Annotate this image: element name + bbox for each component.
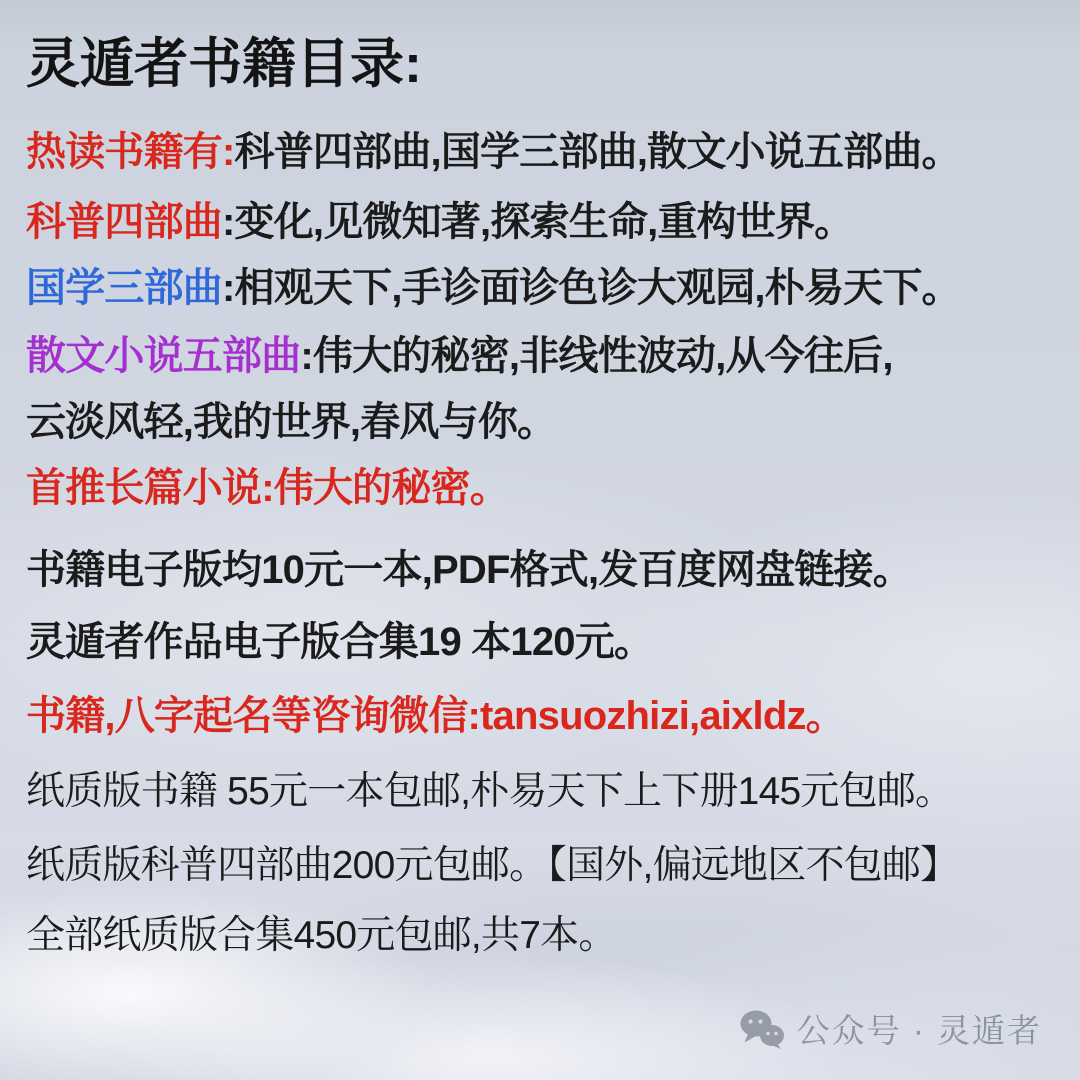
recommended-novel-text: 首推长篇小说:伟大的秘密。: [26, 466, 509, 510]
hot-books-label: 热读书籍有:: [26, 130, 235, 174]
wechat-icon: [739, 1009, 785, 1049]
line-prose-novel-pentalogy: [26, 328, 1066, 384]
watermark: [739, 1005, 1042, 1052]
sinology-trilogy-label: 国学三部曲: [26, 266, 222, 310]
wechat-contact-text: 书籍,八字起名等咨询微信:tansuozhizi,aixldz。: [26, 694, 845, 738]
prose-novel-pentalogy-text: :伟大的秘密,非线性波动,从今往后,: [300, 334, 893, 378]
paperback-bundle-price-text: 全部纸质版合集450元包邮,共7本。: [26, 914, 617, 957]
science-tetralogy-text: :变化,见微知著,探索生命,重构世界。: [222, 200, 854, 244]
line-ebook-bundle-price: [26, 614, 1066, 670]
paperback-price-text: 纸质版书籍 55元一本包邮,朴易天下上下册145元包邮。: [26, 770, 954, 813]
line-paperback-price: [26, 766, 1066, 818]
line-recommended-novel: [26, 460, 1066, 516]
ebook-price-text: 书籍电子版均10元一本,PDF格式,发百度网盘链接。: [26, 548, 912, 592]
science-tetralogy-label: 科普四部曲: [26, 200, 222, 244]
line-sinology-trilogy: [26, 260, 1066, 316]
line-hot-books: [26, 124, 1066, 180]
prose-novel-pentalogy-label: 散文小说五部曲: [26, 334, 301, 378]
pentalogy-continued-text: 云淡风轻,我的世界,春风与你。: [26, 400, 557, 444]
line-pentalogy-continued: [26, 394, 1066, 450]
line-science-tetralogy: [26, 194, 1066, 250]
hot-books-text: 科普四部曲,国学三部曲,散文小说五部曲。: [234, 130, 961, 174]
watermark-text: 公众号 · 灵遁者: [796, 1012, 1042, 1049]
line-wechat-contact: [26, 688, 1066, 744]
line-paperback-tetralogy-price: [26, 840, 1066, 892]
sinology-trilogy-text: :相观天下,手诊面诊色诊大观园,朴易天下。: [222, 266, 961, 310]
ebook-bundle-price-text: 灵遁者作品电子版合集19 本120元。: [26, 620, 654, 664]
page-title: 灵遁者书籍目录:: [26, 34, 422, 94]
line-ebook-price: [26, 542, 1066, 598]
line-paperback-bundle-price: [26, 910, 1066, 962]
paperback-tetralogy-price-text: 纸质版科普四部曲200元包邮。【国外,偏远地区不包邮】: [26, 844, 959, 887]
